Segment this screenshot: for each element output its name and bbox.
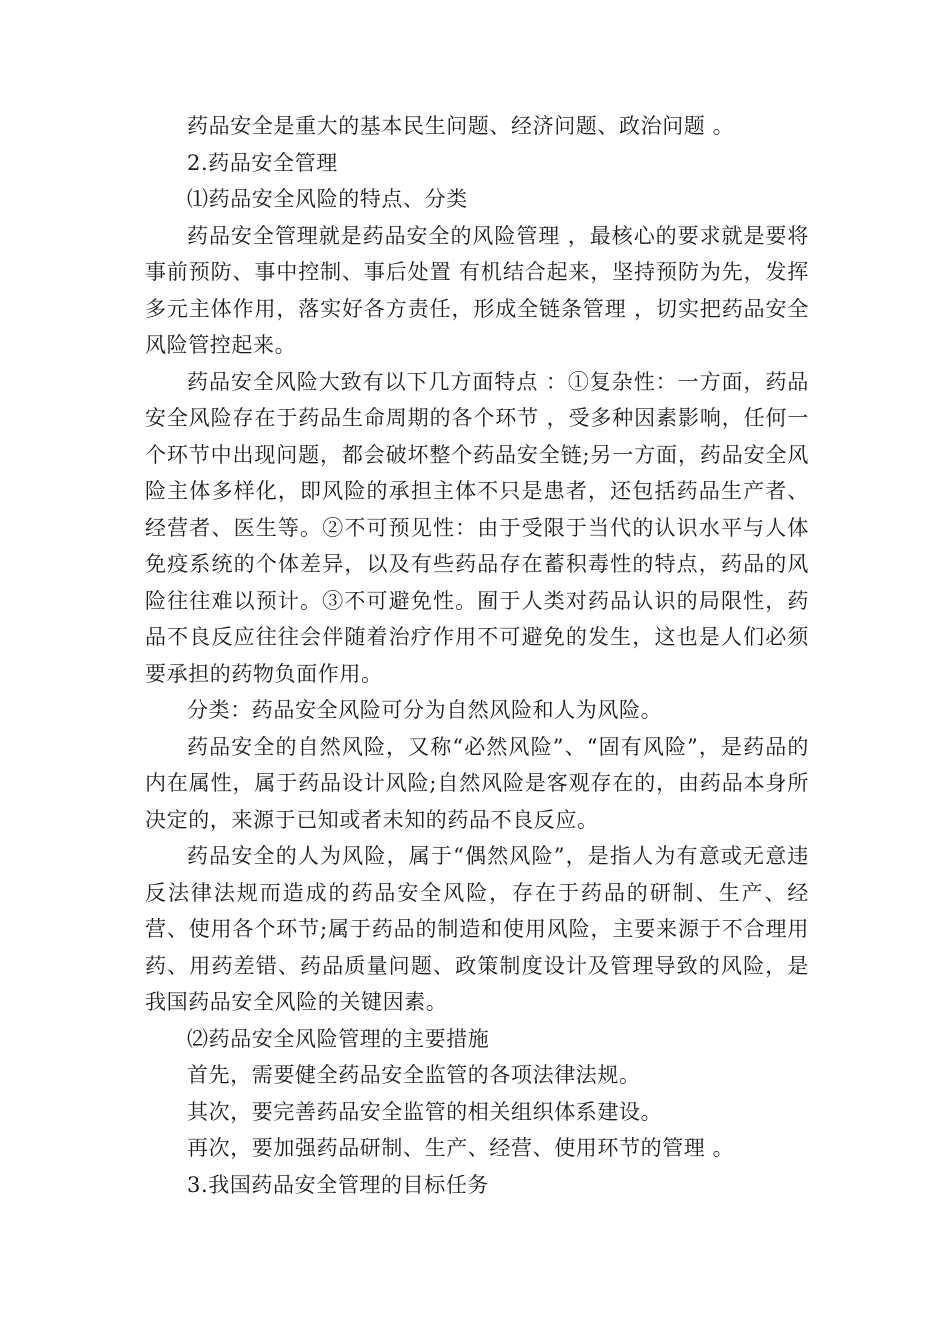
- section-heading: 3.我国药品安全管理的目标任务: [187, 1172, 490, 1197]
- paragraph: 药品安全的自然风险，又称“必然风险”、“固有风险”，是药品的内在属性，属于药品设计风险;自然风险是客观存在的，由药品本身所决定的，来源于已知或者未知的药品不良反应。: [145, 734, 809, 832]
- paragraph: 药品安全管理就是药品安全的风险管理 ，最核心的要求就是要将事前预防、事中控制、事后处置 有机结合起来，坚持预防为先，发挥多元主体作用，落实好各方责任，形成全链条管理 ，切实把药品安全风险管控起来。: [145, 223, 809, 357]
- paragraph: 首先，需要健全药品安全监管的各项法律法规。: [187, 1063, 641, 1087]
- paragraph: 分类：药品安全风险可分为自然风险和人为风险。: [187, 698, 663, 722]
- paragraph: 药品安全的人为风险，属于“偶然风险”，是指人为有意或无意违反法律法规而造成的药品安全风险，存在于药品的研制、生产、经营、使用各个环节;属于药品的制造和使用风险，主要来源于不合理用药、用药差错、药品质量问题、政策制度设计及管理导致的风险，是我国药品安全风险的关键因素。: [145, 844, 809, 1014]
- document-body: [145, 108, 809, 1203]
- paragraph: 再次，要加强药品研制、生产、经营、使用环节的管理 。: [187, 1136, 735, 1160]
- paragraph: 其次，要完善药品安全监管的相关组织体系建设。: [187, 1099, 663, 1124]
- paragraph: 药品安全是重大的基本民生问题、经济问题、政治问题 。: [187, 114, 735, 138]
- subsection-heading: ⑵药品安全风险管理的主要措施: [187, 1026, 490, 1051]
- subsection-heading: ⑴药品安全风险的特点、分类: [187, 187, 468, 211]
- paragraph: 药品安全风险大致有以下几方面特点 ：①复杂性：一方面，药品安全风险存在于药品生命周期的各个环节 ，受多种因素影响，任何一个环节中出现问题，都会破坏整个药品安全链;另一方面，药品安全风险主体多样化，即风险的承担主体不只是患者，还包括药品生产者、经营者、医生等。②不可预见性：由于受限于当代的认识水平与人体免疫系统的个体差异，以及有些药品存在蓄积毒性的特点，药品的风险往往难以预计。③不可避免性。囿于人类对药品认识的局限性，药品不良反应往往会伴随着治疗作用不可避免的发生，这也是人们必须要承担的药物负面作用。: [145, 369, 809, 686]
- section-heading: 2.药品安全管理: [187, 150, 338, 175]
